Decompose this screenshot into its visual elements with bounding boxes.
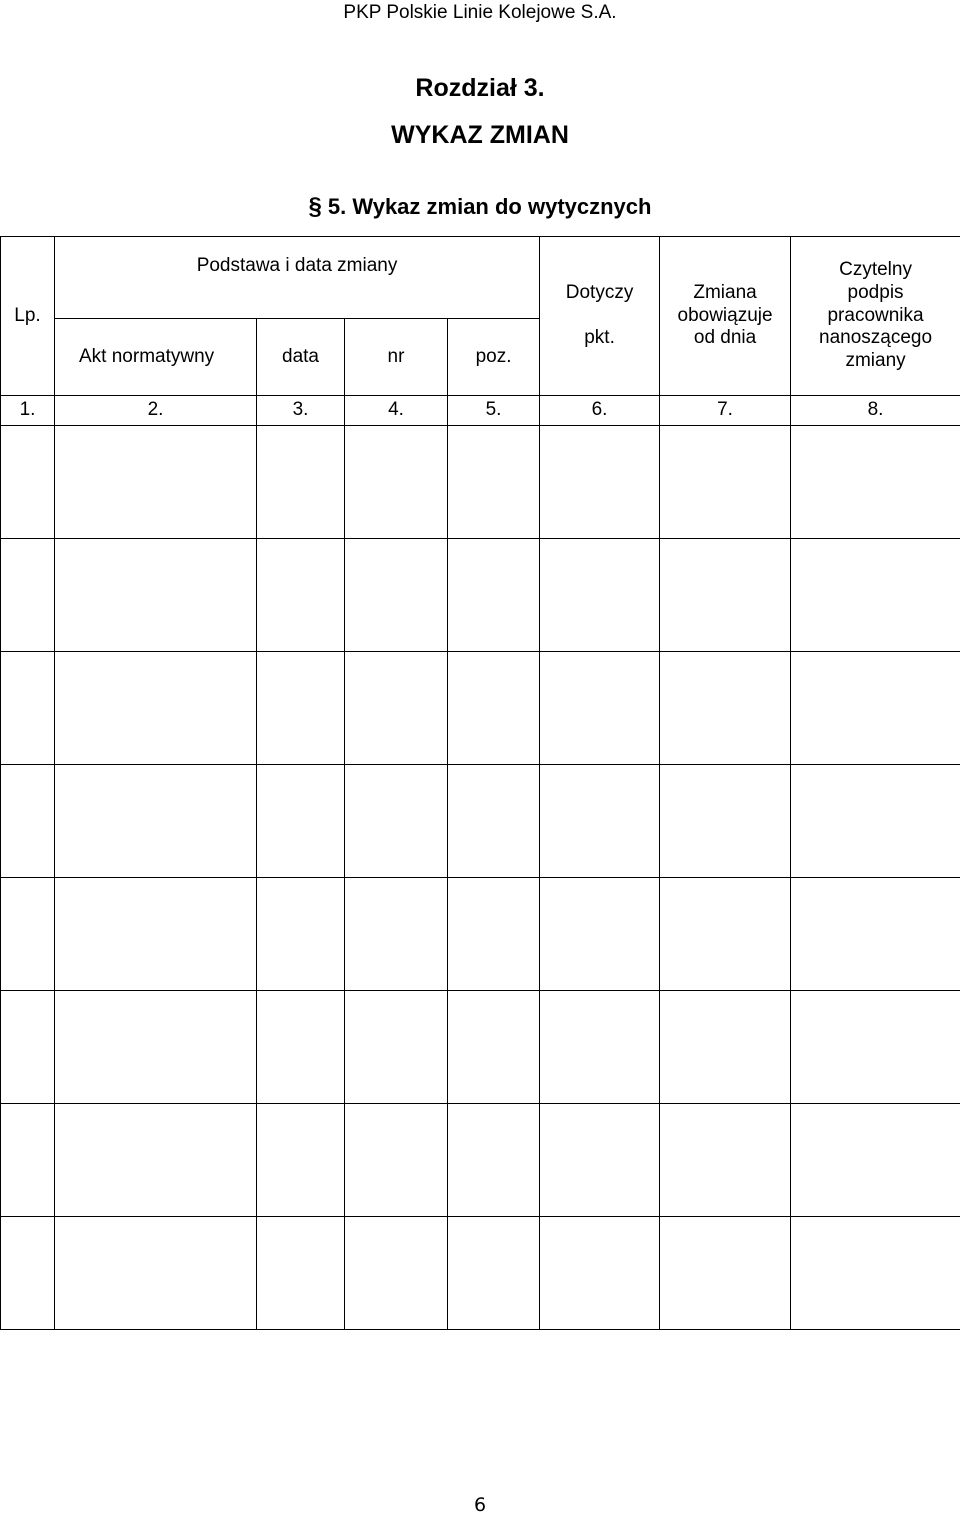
empty-cell[interactable] [1,991,55,1104]
empty-cell[interactable] [660,1217,791,1330]
header-lp: Lp. [1,237,55,396]
column-number: 5. [448,396,540,426]
empty-cell[interactable] [660,1104,791,1217]
empty-cell[interactable] [791,652,960,765]
empty-cell[interactable] [55,426,257,539]
empty-cell[interactable] [448,652,540,765]
section-title: 5. Wykaz zmian do wytycznych [327,194,652,219]
empty-cell[interactable] [540,652,660,765]
column-number: 4. [345,396,448,426]
section-heading [0,193,960,221]
section-symbol: § [308,193,322,220]
empty-cell[interactable] [257,539,345,652]
changes-table [0,236,960,1330]
empty-cell[interactable] [660,426,791,539]
header-czytelny-line: podpis [847,281,904,303]
header-czytelny-line: Czytelny [839,259,912,280]
empty-cell[interactable] [791,1104,960,1217]
empty-cell[interactable] [448,765,540,878]
column-number: 2. [55,396,257,426]
empty-cell[interactable] [791,1217,960,1330]
empty-cell[interactable] [660,652,791,765]
empty-row [1,1217,960,1330]
header-zmiana-line: obowiązuje [677,304,773,326]
empty-cell[interactable] [1,1104,55,1217]
company-header: PKP Polskie Linie Kolejowe S.A. [343,2,617,23]
empty-cell[interactable] [345,539,448,652]
empty-cell[interactable] [257,1217,345,1330]
empty-cell[interactable] [257,1104,345,1217]
empty-cell[interactable] [345,878,448,991]
empty-cell[interactable] [660,878,791,991]
empty-cell[interactable] [55,991,257,1104]
empty-cell[interactable] [540,878,660,991]
empty-row [1,878,960,991]
empty-cell[interactable] [257,991,345,1104]
column-number: 6. [540,396,660,426]
empty-cell[interactable] [448,539,540,652]
empty-cell[interactable] [448,1104,540,1217]
header-podstawa [55,237,540,319]
empty-cell[interactable] [660,539,791,652]
empty-cell[interactable] [540,1104,660,1217]
empty-cell[interactable] [345,1104,448,1217]
empty-cell[interactable] [345,1217,448,1330]
empty-row [1,539,960,652]
chapter-subtitle: WYKAZ ZMIAN [391,121,569,149]
empty-cell[interactable] [1,878,55,991]
column-number: 1. [1,396,55,426]
empty-row [1,426,960,539]
empty-cell[interactable] [1,1217,55,1330]
column-number: 7. [660,396,791,426]
header-czytelny-line: nanoszącego [819,327,933,349]
empty-cell[interactable] [448,991,540,1104]
chapter-title: Rozdział 3. [415,74,545,102]
empty-cell[interactable] [448,426,540,539]
header-nr: nr [345,319,448,396]
empty-cell[interactable] [660,991,791,1104]
empty-cell[interactable] [448,1217,540,1330]
empty-cell[interactable] [540,539,660,652]
header-pkt-label: pkt. [584,327,615,348]
empty-cell[interactable] [55,878,257,991]
empty-cell[interactable] [791,765,960,878]
empty-cell[interactable] [345,991,448,1104]
empty-cell[interactable] [1,652,55,765]
empty-cell[interactable] [345,426,448,539]
header-dotyczy-label: Dotyczy [565,282,634,304]
header-czytelny [791,237,960,396]
empty-cell[interactable] [55,652,257,765]
empty-row [1,765,960,878]
empty-cell[interactable] [345,765,448,878]
empty-cell[interactable] [55,539,257,652]
empty-cell[interactable] [448,878,540,991]
header-podstawa-label: Podstawa i data zmiany [196,255,398,276]
empty-cell[interactable] [1,539,55,652]
empty-cell[interactable] [55,765,257,878]
header-zmiana [660,237,791,396]
empty-cell[interactable] [55,1104,257,1217]
empty-cell[interactable] [55,1217,257,1330]
header-czytelny-line: pracownika [827,304,924,326]
empty-cell[interactable] [791,539,960,652]
header-zmiana-line: od dnia [693,327,757,349]
empty-cell[interactable] [257,878,345,991]
column-number: 3. [257,396,345,426]
empty-cell[interactable] [257,426,345,539]
header-zmiana-line: Zmiana [693,281,757,303]
empty-cell[interactable] [1,426,55,539]
header-poz: poz. [448,319,540,396]
empty-cell[interactable] [540,991,660,1104]
empty-cell[interactable] [540,1217,660,1330]
empty-cell[interactable] [540,765,660,878]
header-czytelny-line: zmiany [845,350,906,372]
empty-cell[interactable] [257,765,345,878]
empty-cell[interactable] [791,426,960,539]
empty-cell[interactable] [1,765,55,878]
empty-cell[interactable] [791,878,960,991]
empty-row [1,991,960,1104]
column-number: 8. [791,396,960,426]
empty-row [1,1104,960,1217]
header-dotyczy [540,237,660,396]
empty-cell[interactable] [540,426,660,539]
empty-cell[interactable] [345,652,448,765]
header-data: data [257,319,345,396]
empty-cell[interactable] [660,765,791,878]
empty-row [1,652,960,765]
header-akt: Akt normatywny [55,319,257,396]
empty-cell[interactable] [791,991,960,1104]
page-number: 6 [473,1494,487,1516]
empty-cell[interactable] [257,652,345,765]
